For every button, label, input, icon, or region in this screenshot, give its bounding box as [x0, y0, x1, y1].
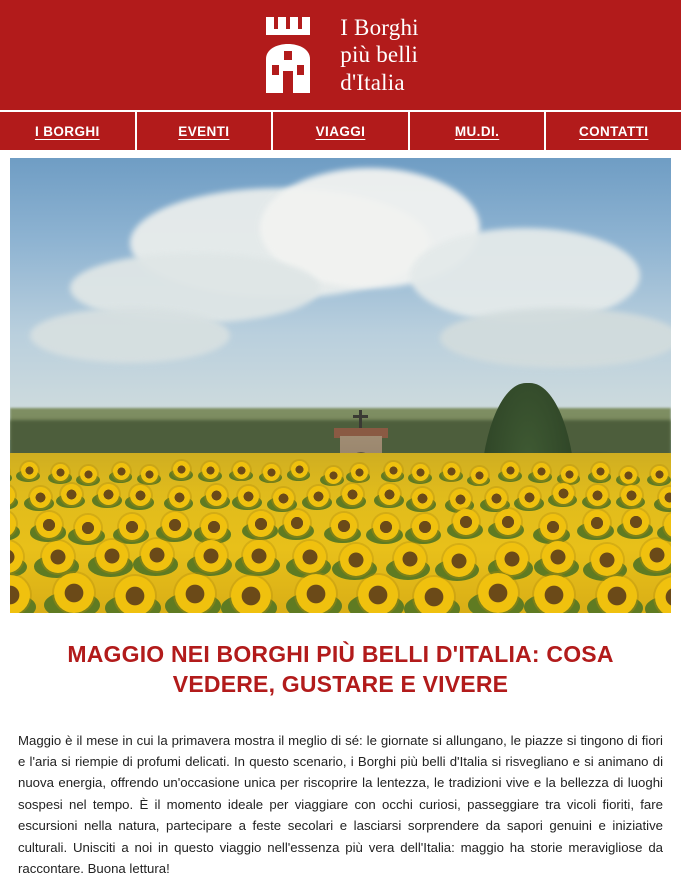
sunflower [478, 573, 518, 613]
article [0, 613, 681, 879]
sunflower [496, 543, 528, 575]
sunflower [641, 539, 671, 571]
sunflower [620, 467, 637, 484]
sunflower [98, 484, 119, 505]
sunflower [243, 540, 275, 572]
sunflower [655, 577, 671, 613]
sunflower [394, 543, 426, 575]
article-body: Maggio è il mese in cui la primavera mostra il meglio di sé: le giornate si allungano, le piazze si tingono di fiori e l'aria si riempie di profumi delicati. In questo scenario, i Borghi più belli d'Italia si risvegliano e si animano di nuova energia, offrendo un'occasione unica per riscoprire la lentezza, le tradizioni vive e la bellezza di luoghi sospesi nel tempo. È il momento ideale per viaggiare con occhi curiosi, passeggiare tra vicoli fioriti, fare escursioni nella natura, partecipare a feste secolari e lasciarsi sorprendere da sapori genuini e iniziative culturali. Unisciti a noi in questo viaggio nell'essenza più vera dell'Italia: maggio ha storie meravigliose da raccontare. Buona lettura! [18, 732, 663, 876]
sunflower [61, 484, 82, 505]
sunflower [592, 463, 609, 480]
brand-wordmark [340, 14, 418, 95]
sunflower [296, 574, 336, 613]
cloud [440, 308, 671, 368]
sunflower [450, 489, 471, 510]
sunflower [141, 466, 158, 483]
site-header [0, 0, 681, 110]
sunflower [30, 487, 51, 508]
sunflower [597, 576, 637, 613]
sunflower [412, 514, 438, 540]
brand-line-3: d'Italia [340, 69, 405, 95]
sunflower [231, 576, 271, 613]
sunflower [175, 574, 215, 613]
nav-item-i-borghi[interactable]: I BORGHI [0, 112, 137, 150]
cloud [30, 308, 230, 363]
page-title: MAGGIO NEI BORGHI PIÙ BELLI D'ITALIA: COSA VEDERE, GUSTARE E VIVERE [67, 641, 614, 698]
sunflower-leaf [10, 472, 12, 484]
sunflower [358, 575, 398, 613]
sunflower [342, 484, 363, 505]
sunflower [308, 486, 329, 507]
sunflower [591, 544, 623, 576]
sunflower [238, 486, 259, 507]
sunflower [533, 463, 550, 480]
nav-item-viaggi[interactable]: VIAGGI [273, 112, 410, 150]
sunflower [351, 464, 368, 481]
nav-item-mudi[interactable]: MU.DI. [410, 112, 547, 150]
hero-container [0, 150, 681, 613]
sunflower [486, 488, 507, 509]
sunflower [54, 573, 94, 613]
sunflower [471, 467, 488, 484]
sunflower [284, 510, 310, 536]
sunflower [385, 462, 402, 479]
sunflower-field [10, 453, 671, 613]
nav-item-eventi[interactable]: EVENTI [137, 112, 274, 150]
sunflower [534, 575, 574, 613]
sunflower [273, 488, 294, 509]
sunflower [169, 487, 190, 508]
bell-tower-cross-icon [359, 410, 362, 430]
sunflower [561, 466, 578, 483]
sunflower [201, 514, 227, 540]
sunflower [248, 511, 274, 537]
sunflower [75, 515, 101, 541]
sunflower [373, 514, 399, 540]
brand-line-1: I Borghi [340, 15, 419, 41]
sunflower [540, 514, 566, 540]
sunflower [206, 485, 227, 506]
sunflower [115, 576, 155, 613]
sunflower [195, 540, 227, 572]
sunflower [325, 467, 342, 484]
sunflower [162, 512, 188, 538]
hero-image [10, 158, 671, 613]
sunflower [443, 545, 475, 577]
sunflower [21, 462, 38, 479]
sunflower [331, 513, 357, 539]
sunflower [42, 541, 74, 573]
castle-tower-icon [262, 13, 328, 97]
sunflower [36, 512, 62, 538]
sunflower [584, 510, 610, 536]
sunflower [263, 464, 280, 481]
brand-line-2: più belli [340, 42, 419, 68]
main-navigation [0, 110, 681, 150]
sunflower [414, 577, 454, 613]
sunflower [96, 540, 128, 572]
logo-lockup[interactable] [262, 13, 418, 97]
sunflower [587, 485, 608, 506]
sunflower [340, 544, 372, 576]
nav-item-contatti[interactable]: CONTATTI [578, 123, 649, 139]
sunflower [412, 488, 433, 509]
sunflower [495, 509, 521, 535]
sunflower [443, 463, 460, 480]
